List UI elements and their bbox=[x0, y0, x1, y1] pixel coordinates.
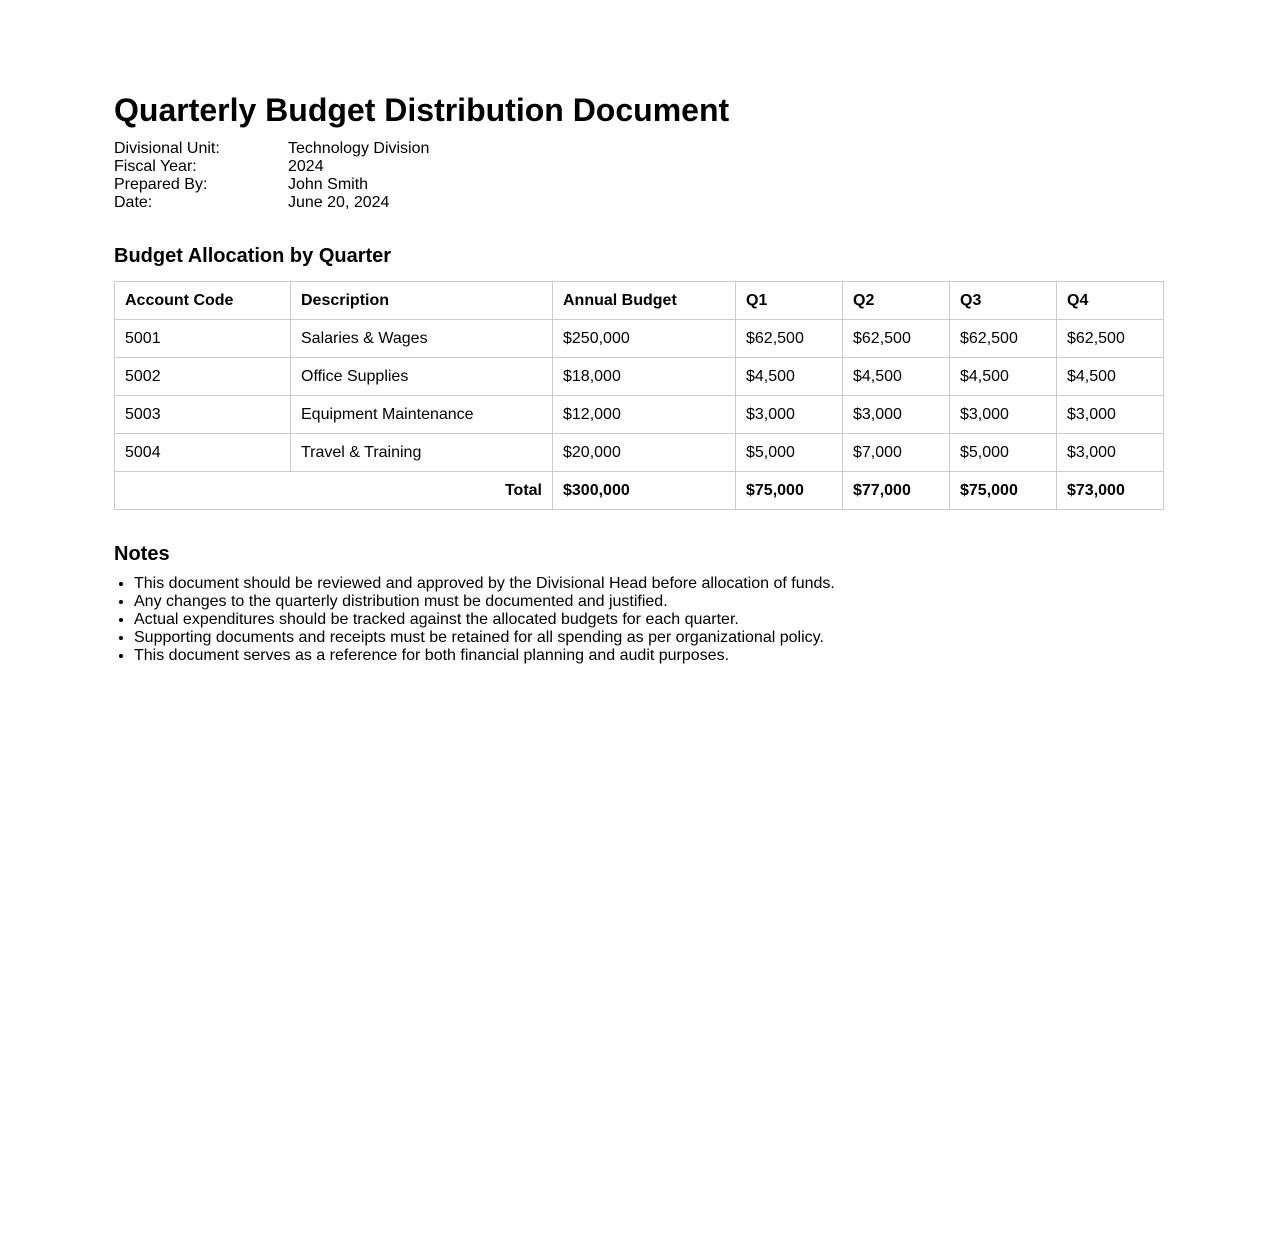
total-q1: $75,000 bbox=[736, 472, 843, 510]
total-q2: $77,000 bbox=[843, 472, 950, 510]
meta-row-divisional-unit bbox=[114, 140, 1164, 158]
cell-annual-budget: $12,000 bbox=[553, 396, 736, 434]
cell-description: Office Supplies bbox=[291, 358, 553, 396]
budget-heading: Budget Allocation by Quarter bbox=[114, 245, 392, 267]
notes-section bbox=[114, 542, 1164, 665]
table-header-row bbox=[115, 282, 1164, 320]
list-item: • Supporting documents and receipts must be retained for all spending as per organizational policy. bbox=[134, 629, 1164, 647]
meta-label: Fiscal Year: bbox=[114, 158, 197, 175]
column-header-q3: Q3 bbox=[950, 282, 1057, 320]
cell-account-code: 5001 bbox=[115, 320, 291, 358]
cell-q3: $3,000 bbox=[950, 396, 1057, 434]
cell-q1: $62,500 bbox=[736, 320, 843, 358]
document-title: Quarterly Budget Distribution Document bbox=[114, 92, 730, 128]
list-item: • Actual expenditures should be tracked against the allocated budgets for each quarter. bbox=[134, 611, 1164, 629]
meta-value: June 20, 2024 bbox=[288, 194, 390, 211]
total-q3: $75,000 bbox=[950, 472, 1057, 510]
column-header-q1: Q1 bbox=[736, 282, 843, 320]
cell-description: Equipment Maintenance bbox=[291, 396, 553, 434]
total-annual-budget: $300,000 bbox=[553, 472, 736, 510]
budget-table bbox=[114, 281, 1164, 510]
meta-label: Prepared By: bbox=[114, 176, 208, 193]
meta-row-fiscal-year bbox=[114, 158, 1164, 176]
notes-list bbox=[114, 575, 1164, 665]
column-header-q2: Q2 bbox=[843, 282, 950, 320]
cell-q4: $3,000 bbox=[1057, 434, 1164, 472]
cell-q3: $5,000 bbox=[950, 434, 1057, 472]
cell-q3: $62,500 bbox=[950, 320, 1057, 358]
cell-account-code: 5003 bbox=[115, 396, 291, 434]
table-row bbox=[115, 320, 1164, 358]
cell-q1: $5,000 bbox=[736, 434, 843, 472]
cell-annual-budget: $20,000 bbox=[553, 434, 736, 472]
cell-q4: $4,500 bbox=[1057, 358, 1164, 396]
document-page bbox=[114, 88, 1164, 665]
cell-annual-budget: $18,000 bbox=[553, 358, 736, 396]
meta-value: 2024 bbox=[288, 158, 324, 175]
list-item: • Any changes to the quarterly distribution must be documented and justified. bbox=[134, 593, 1164, 611]
column-header-description: Description bbox=[291, 282, 553, 320]
list-item: • This document serves as a reference for both financial planning and audit purposes. bbox=[134, 647, 1164, 665]
cell-q3: $4,500 bbox=[950, 358, 1057, 396]
column-header-q4: Q4 bbox=[1057, 282, 1164, 320]
cell-q1: $4,500 bbox=[736, 358, 843, 396]
meta-value: Technology Division bbox=[288, 140, 430, 157]
cell-q2: $3,000 bbox=[843, 396, 950, 434]
document-meta bbox=[114, 140, 1164, 212]
cell-q1: $3,000 bbox=[736, 396, 843, 434]
list-item: • This document should be reviewed and approved by the Divisional Head before allocation of funds. bbox=[134, 575, 1164, 593]
table-total-row bbox=[115, 472, 1164, 510]
cell-description: Travel & Training bbox=[291, 434, 553, 472]
table-row bbox=[115, 396, 1164, 434]
cell-q4: $3,000 bbox=[1057, 396, 1164, 434]
meta-value: John Smith bbox=[288, 176, 369, 193]
meta-row-prepared-by bbox=[114, 176, 1164, 194]
meta-label: Divisional Unit: bbox=[114, 140, 220, 157]
cell-account-code: 5004 bbox=[115, 434, 291, 472]
meta-label: Date: bbox=[114, 194, 153, 211]
cell-account-code: 5002 bbox=[115, 358, 291, 396]
total-label: Total bbox=[115, 472, 553, 510]
notes-heading: Notes bbox=[114, 543, 170, 565]
total-q4: $73,000 bbox=[1057, 472, 1164, 510]
meta-row-date bbox=[114, 194, 1164, 212]
column-header-account-code: Account Code bbox=[115, 282, 291, 320]
cell-q2: $7,000 bbox=[843, 434, 950, 472]
table-row bbox=[115, 434, 1164, 472]
cell-q2: $4,500 bbox=[843, 358, 950, 396]
cell-annual-budget: $250,000 bbox=[553, 320, 736, 358]
cell-q2: $62,500 bbox=[843, 320, 950, 358]
cell-description: Salaries & Wages bbox=[291, 320, 553, 358]
budget-section bbox=[114, 244, 1164, 510]
column-header-annual-budget: Annual Budget bbox=[553, 282, 736, 320]
table-row bbox=[115, 358, 1164, 396]
cell-q4: $62,500 bbox=[1057, 320, 1164, 358]
